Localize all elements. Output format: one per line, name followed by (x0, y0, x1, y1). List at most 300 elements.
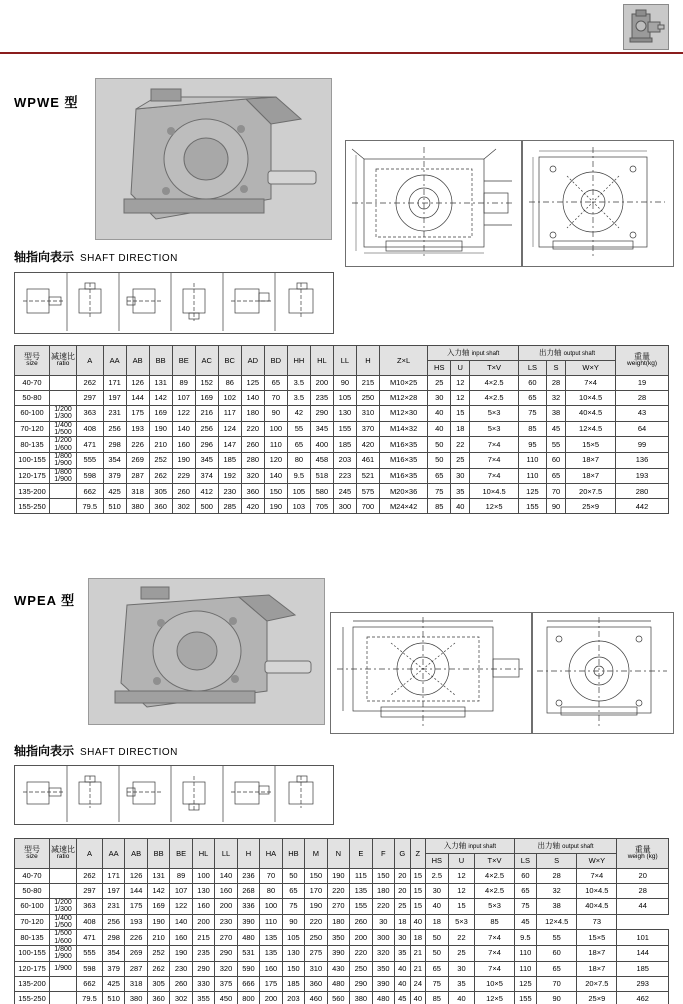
cell-weight: 20 (617, 869, 669, 884)
cell-ratio (50, 869, 77, 884)
cell-value: 180 (372, 884, 394, 899)
header-hb: HB (282, 839, 304, 869)
cell-value: 40 (448, 991, 475, 1004)
header-hh: HH (287, 346, 310, 376)
cell-weight: 19 (616, 376, 669, 391)
cell-value: 345 (195, 453, 218, 469)
header-ll: LL (215, 839, 237, 869)
cell-value: 360 (147, 991, 169, 1004)
cell-value: 70 (546, 484, 565, 499)
cell-value: 220 (372, 899, 394, 915)
cell-value: 140 (172, 421, 195, 437)
cell-value: 555 (77, 946, 103, 962)
cell-value: 89 (172, 376, 195, 391)
cell-value: 35 (448, 976, 475, 991)
cell-value: 336 (237, 899, 259, 915)
cell-ratio (50, 376, 77, 391)
cell-value: 160 (260, 961, 282, 976)
cell-size: 70-120 (15, 914, 50, 930)
technical-drawing-wpwe-side (522, 140, 674, 267)
header-h: H (237, 839, 259, 869)
cell-value: 330 (192, 976, 214, 991)
cell-value: 144 (126, 391, 149, 406)
cell-size: 80-135 (15, 437, 50, 453)
cell-value: 15 (410, 869, 426, 884)
cell-value: 120 (264, 453, 287, 469)
header-be: BE (172, 346, 195, 376)
table-row (15, 961, 669, 976)
table-row (15, 884, 669, 899)
table-row (15, 869, 669, 884)
cell-value: 350 (372, 961, 394, 976)
cell-value: 160 (192, 899, 214, 915)
cell-value: M16×35 (379, 468, 427, 484)
cell-value: 18×7 (566, 453, 616, 469)
cell-value: 40 (410, 991, 426, 1004)
cell-value: 185 (282, 976, 304, 991)
cell-value: 32 (546, 391, 565, 406)
cell-value: 79.5 (77, 991, 103, 1004)
cell-value: 256 (195, 421, 218, 437)
cell-value: 30 (428, 391, 451, 406)
cell-value: 193 (125, 914, 147, 930)
cell-size: 155-250 (15, 499, 50, 514)
cell-ratio: 1/400 1/500 (50, 421, 77, 437)
cell-size: 50-80 (15, 884, 50, 899)
cell-value: 269 (126, 453, 149, 469)
cell-value: 130 (282, 946, 304, 962)
shaft-direction-title-wpwe (14, 248, 178, 265)
cell-value: 40 (426, 899, 448, 915)
header-u: U (448, 854, 475, 869)
cell-value: 126 (126, 376, 149, 391)
cell-value: 15 (410, 899, 426, 915)
cell-value: 3.5 (287, 391, 310, 406)
cell-value: 144 (125, 884, 147, 899)
cell-value: M12×30 (379, 406, 427, 422)
cell-value: 125 (241, 376, 264, 391)
cell-value: 190 (172, 453, 195, 469)
cell-value: 250 (356, 391, 379, 406)
cell-value: 354 (103, 453, 126, 469)
cell-value: 235 (310, 391, 333, 406)
cell-value: 18×7 (577, 961, 617, 976)
cell-weight: 185 (617, 961, 669, 976)
cell-value: 425 (102, 976, 124, 991)
cell-value: 160 (170, 930, 192, 946)
cell-value: 379 (102, 961, 124, 976)
cell-value: 300 (372, 930, 394, 946)
cell-value: 408 (77, 421, 104, 437)
cell-value: 50 (282, 869, 304, 884)
cell-value: 197 (102, 884, 124, 899)
cell-value: 20×7.5 (566, 484, 616, 499)
cell-value: 471 (77, 437, 104, 453)
cell-size: 120-175 (15, 468, 50, 484)
cell-value: 35 (395, 946, 411, 962)
cell-value: 210 (149, 437, 172, 453)
cell-value: 175 (125, 899, 147, 915)
cell-value: 155 (514, 991, 536, 1004)
cell-value: 55 (287, 421, 310, 437)
cell-value: 598 (77, 961, 103, 976)
cell-value: 5×3 (448, 914, 475, 930)
cell-value: 260 (172, 484, 195, 499)
cell-value: 175 (126, 406, 149, 422)
cell-value: 375 (215, 976, 237, 991)
cell-value: 90 (546, 499, 565, 514)
cell-value: 21 (410, 961, 426, 976)
header-zxl: Z×L (379, 346, 427, 376)
header-aa: AA (103, 346, 126, 376)
cell-value: 18 (410, 930, 426, 946)
cell-value: 90 (282, 914, 304, 930)
cell-value: 298 (102, 930, 124, 946)
technical-drawing-wpwe-front (345, 140, 522, 267)
cell-size: 40-70 (15, 376, 50, 391)
cell-ratio: 1/800 1/900 (50, 946, 77, 962)
cell-value: M10×25 (379, 376, 427, 391)
cell-size: 100-155 (15, 946, 50, 962)
cell-value: 662 (77, 976, 103, 991)
shaft-direction-title-wpea (14, 742, 178, 759)
cell-weight: 28 (617, 884, 669, 899)
shaft-direction-en: SHAFT DIRECTION (80, 747, 178, 758)
table-row (15, 991, 669, 1004)
cell-value: 79.5 (77, 499, 104, 514)
cell-value: 60 (514, 869, 536, 884)
cell-value: 192 (218, 468, 241, 484)
cell-value: 150 (282, 961, 304, 976)
header-ll: LL (333, 346, 356, 376)
cell-value: 75 (282, 899, 304, 915)
table-row (15, 914, 669, 930)
cell-value: 262 (77, 869, 103, 884)
cell-weight: 101 (617, 930, 669, 946)
cell-value: 30 (372, 914, 394, 930)
header-g: G (395, 839, 411, 869)
cell-value: 287 (125, 961, 147, 976)
cell-value: 131 (147, 869, 169, 884)
cell-value: 18×7 (577, 946, 617, 962)
header-a: A (77, 839, 103, 869)
cell-value: 200 (310, 376, 333, 391)
cell-value: 10×4.5 (577, 884, 617, 899)
cell-value: 155 (333, 421, 356, 437)
cell-value: 231 (102, 899, 124, 915)
cell-value: 131 (149, 376, 172, 391)
cell-value: 107 (172, 391, 195, 406)
cell-value: 200 (192, 914, 214, 930)
cell-value: 223 (333, 468, 356, 484)
table-row (15, 499, 669, 514)
cell-value: 360 (149, 499, 172, 514)
cell-value: 135 (260, 946, 282, 962)
cell-value: 12 (451, 391, 470, 406)
cell-value: 40 (428, 421, 451, 437)
cell-value: 215 (192, 930, 214, 946)
cell-ratio (50, 991, 77, 1004)
cell-value: 65 (519, 391, 547, 406)
cell-ratio: 1/500 1/600 (50, 930, 77, 946)
cell-value: 75 (514, 899, 536, 915)
cell-value: 25 (428, 376, 451, 391)
cell-value: 297 (77, 391, 104, 406)
cell-value: 25 (451, 453, 470, 469)
cell-value: 190 (264, 499, 287, 514)
cell-size: 155-250 (15, 991, 50, 1004)
cell-value: 4×2.5 (470, 391, 519, 406)
cell-value: 290 (215, 946, 237, 962)
cell-value: 20 (395, 869, 411, 884)
header-hs: HS (426, 854, 448, 869)
product-photo-wpea (88, 578, 325, 725)
cell-value: 122 (170, 899, 192, 915)
cell-value: 480 (372, 991, 394, 1004)
cell-value: 531 (237, 946, 259, 962)
cell-value: 7×4 (566, 376, 616, 391)
cell-value: 302 (172, 499, 195, 514)
header-h: H (356, 346, 379, 376)
cell-size: 135-200 (15, 484, 50, 499)
cell-size: 120-175 (15, 961, 50, 976)
cell-value: 65 (546, 468, 565, 484)
cell-value: 105 (282, 930, 304, 946)
cell-value: 140 (241, 391, 264, 406)
cell-value: 518 (310, 468, 333, 484)
cell-value: 180 (241, 406, 264, 422)
cell-value: 40 (451, 499, 470, 514)
cell-value: 25×9 (577, 991, 617, 1004)
cell-value: 425 (103, 484, 126, 499)
cell-value: 285 (218, 499, 241, 514)
cell-value: 140 (264, 468, 287, 484)
cell-value: 70 (537, 976, 577, 991)
cell-value: 40 (410, 914, 426, 930)
cell-value: 135 (260, 930, 282, 946)
cell-value: 40 (395, 976, 411, 991)
cell-value: 220 (327, 884, 349, 899)
cell-value: 150 (264, 484, 287, 499)
cell-value: 65 (282, 884, 304, 899)
header-be: BE (170, 839, 192, 869)
cell-value: 7×4 (475, 930, 514, 946)
cell-ratio: 1/800 1/900 (50, 453, 77, 469)
cell-value: 230 (218, 484, 241, 499)
header-ls: LS (519, 361, 547, 376)
cell-value: 320 (241, 468, 264, 484)
cell-value: 310 (356, 406, 379, 422)
header-wxy: W×Y (577, 854, 617, 869)
cell-value: 210 (147, 930, 169, 946)
cell-value: 4×2.5 (470, 376, 519, 391)
cell-value: 45 (514, 914, 536, 930)
cell-value: 24 (410, 976, 426, 991)
gearbox-icon (623, 4, 669, 50)
cell-value: 190 (327, 869, 349, 884)
cell-value: 70 (260, 869, 282, 884)
cell-value: 280 (241, 453, 264, 469)
cell-value: 85 (519, 421, 547, 437)
cell-value: 35 (451, 484, 470, 499)
cell-value: 5×3 (475, 899, 514, 915)
cell-value: 30 (395, 930, 411, 946)
cell-value: 510 (102, 991, 124, 1004)
cell-value: 110 (519, 453, 547, 469)
cell-value: 102 (218, 391, 241, 406)
cell-value: 310 (305, 961, 327, 976)
cell-value: M12×28 (379, 391, 427, 406)
cell-ratio: 1/800 1/900 (50, 468, 77, 484)
header-aa: AA (102, 839, 124, 869)
cell-value: 60 (519, 376, 547, 391)
cell-value: 380 (126, 499, 149, 514)
cell-value: 65 (428, 468, 451, 484)
header-e: E (350, 839, 372, 869)
cell-value: 65 (426, 961, 448, 976)
cell-value: 400 (310, 437, 333, 453)
table-row (15, 976, 669, 991)
cell-value: 126 (125, 869, 147, 884)
header-input-shaft: 入力轴 input shaft (426, 839, 515, 854)
cell-value: 30 (448, 961, 475, 976)
cell-value: 130 (333, 406, 356, 422)
header-bb: BB (149, 346, 172, 376)
cell-weight: 144 (617, 946, 669, 962)
cell-value: 142 (147, 884, 169, 899)
cell-value: 180 (327, 914, 349, 930)
cell-value: 25×9 (566, 499, 616, 514)
cell-value: 124 (218, 421, 241, 437)
header-ratio: 减速比 ratio (50, 346, 77, 376)
cell-value: 260 (241, 437, 264, 453)
shaft-direction-cn: 轴指向表示 (14, 744, 75, 758)
cell-value: 231 (103, 406, 126, 422)
cell-value: 40 (395, 961, 411, 976)
cell-value: 461 (356, 453, 379, 469)
cell-value: 65 (514, 884, 536, 899)
page-header (0, 0, 683, 54)
header-ab: AB (125, 839, 147, 869)
cell-value: 10×5 (475, 976, 514, 991)
cell-value: 390 (237, 914, 259, 930)
cell-value: 300 (333, 499, 356, 514)
header-s: S (537, 854, 577, 869)
cell-value: 170 (305, 884, 327, 899)
cell-ratio (50, 484, 77, 499)
cell-value: 355 (192, 991, 214, 1004)
cell-value: 275 (305, 946, 327, 962)
table-row (15, 453, 669, 469)
cell-ratio: 1/200 1/300 (50, 899, 77, 915)
cell-size: 70-120 (15, 421, 50, 437)
cell-value: 256 (102, 914, 124, 930)
cell-value: 100 (260, 899, 282, 915)
cell-value: 230 (170, 961, 192, 976)
cell-value: 160 (215, 884, 237, 899)
header-size: 型号 size (15, 839, 50, 869)
cell-value: 171 (103, 376, 126, 391)
header-ab: AB (126, 346, 149, 376)
cell-value: 408 (77, 914, 103, 930)
cell-value: 379 (103, 468, 126, 484)
cell-weight: 293 (617, 976, 669, 991)
cell-value: 252 (147, 946, 169, 962)
cell-value: 169 (195, 391, 218, 406)
section-title-wpwe: WPWE 型 (14, 95, 79, 110)
cell-value: 420 (241, 499, 264, 514)
cell-value: 3.5 (287, 376, 310, 391)
cell-weight: 99 (616, 437, 669, 453)
cell-value: 110 (260, 914, 282, 930)
cell-value: 290 (350, 976, 372, 991)
table-row (15, 376, 669, 391)
cell-value: 190 (170, 946, 192, 962)
cell-value: 262 (77, 376, 104, 391)
cell-value: 190 (149, 421, 172, 437)
cell-value: 350 (327, 930, 349, 946)
cell-value: 122 (172, 406, 195, 422)
cell-value: 80 (260, 884, 282, 899)
header-ratio: 减速比 ratio (50, 839, 77, 869)
cell-value: 169 (149, 406, 172, 422)
cell-value: 22 (448, 930, 475, 946)
header-txv: T×V (470, 361, 519, 376)
product-photo-wpwe (95, 78, 332, 240)
cell-value: 360 (241, 484, 264, 499)
cell-ratio (50, 499, 77, 514)
cell-value: 4×2.5 (475, 869, 514, 884)
header-hs: HS (428, 361, 451, 376)
cell-value: 560 (327, 991, 349, 1004)
cell-value: 21 (410, 946, 426, 962)
cell-value: 20 (395, 884, 411, 899)
shaft-direction-diagram-wpea (14, 765, 334, 825)
cell-value: 220 (241, 421, 264, 437)
cell-value: 430 (327, 961, 349, 976)
cell-value: 450 (215, 991, 237, 1004)
cell-value: 370 (356, 421, 379, 437)
cell-value: 185 (333, 437, 356, 453)
header-weight: 重量 weight(kg) (616, 346, 669, 376)
cell-value: 7×4 (470, 468, 519, 484)
cell-value: 296 (195, 437, 218, 453)
header-ad: AD (241, 346, 264, 376)
cell-value: 28 (546, 376, 565, 391)
cell-value: 60 (546, 453, 565, 469)
cell-weight: 462 (617, 991, 669, 1004)
cell-value: 40×4.5 (566, 406, 616, 422)
cell-value: 302 (170, 991, 192, 1004)
cell-value: 107 (170, 884, 192, 899)
cell-value: 250 (350, 961, 372, 976)
cell-value: 800 (237, 991, 259, 1004)
cell-value: 110 (514, 946, 536, 962)
header-size: 型号 size (15, 346, 50, 376)
header-ls: LS (514, 854, 536, 869)
cell-value: 305 (149, 484, 172, 499)
cell-value: M16×35 (379, 437, 427, 453)
header-z: Z (410, 839, 426, 869)
cell-value: 380 (125, 991, 147, 1004)
cell-weight: 442 (616, 499, 669, 514)
cell-value: 320 (215, 961, 237, 976)
cell-value: 575 (356, 484, 379, 499)
cell-value: 150 (305, 869, 327, 884)
cell-value: 360 (305, 976, 327, 991)
cell-value: 55 (546, 437, 565, 453)
table-row (15, 437, 669, 453)
